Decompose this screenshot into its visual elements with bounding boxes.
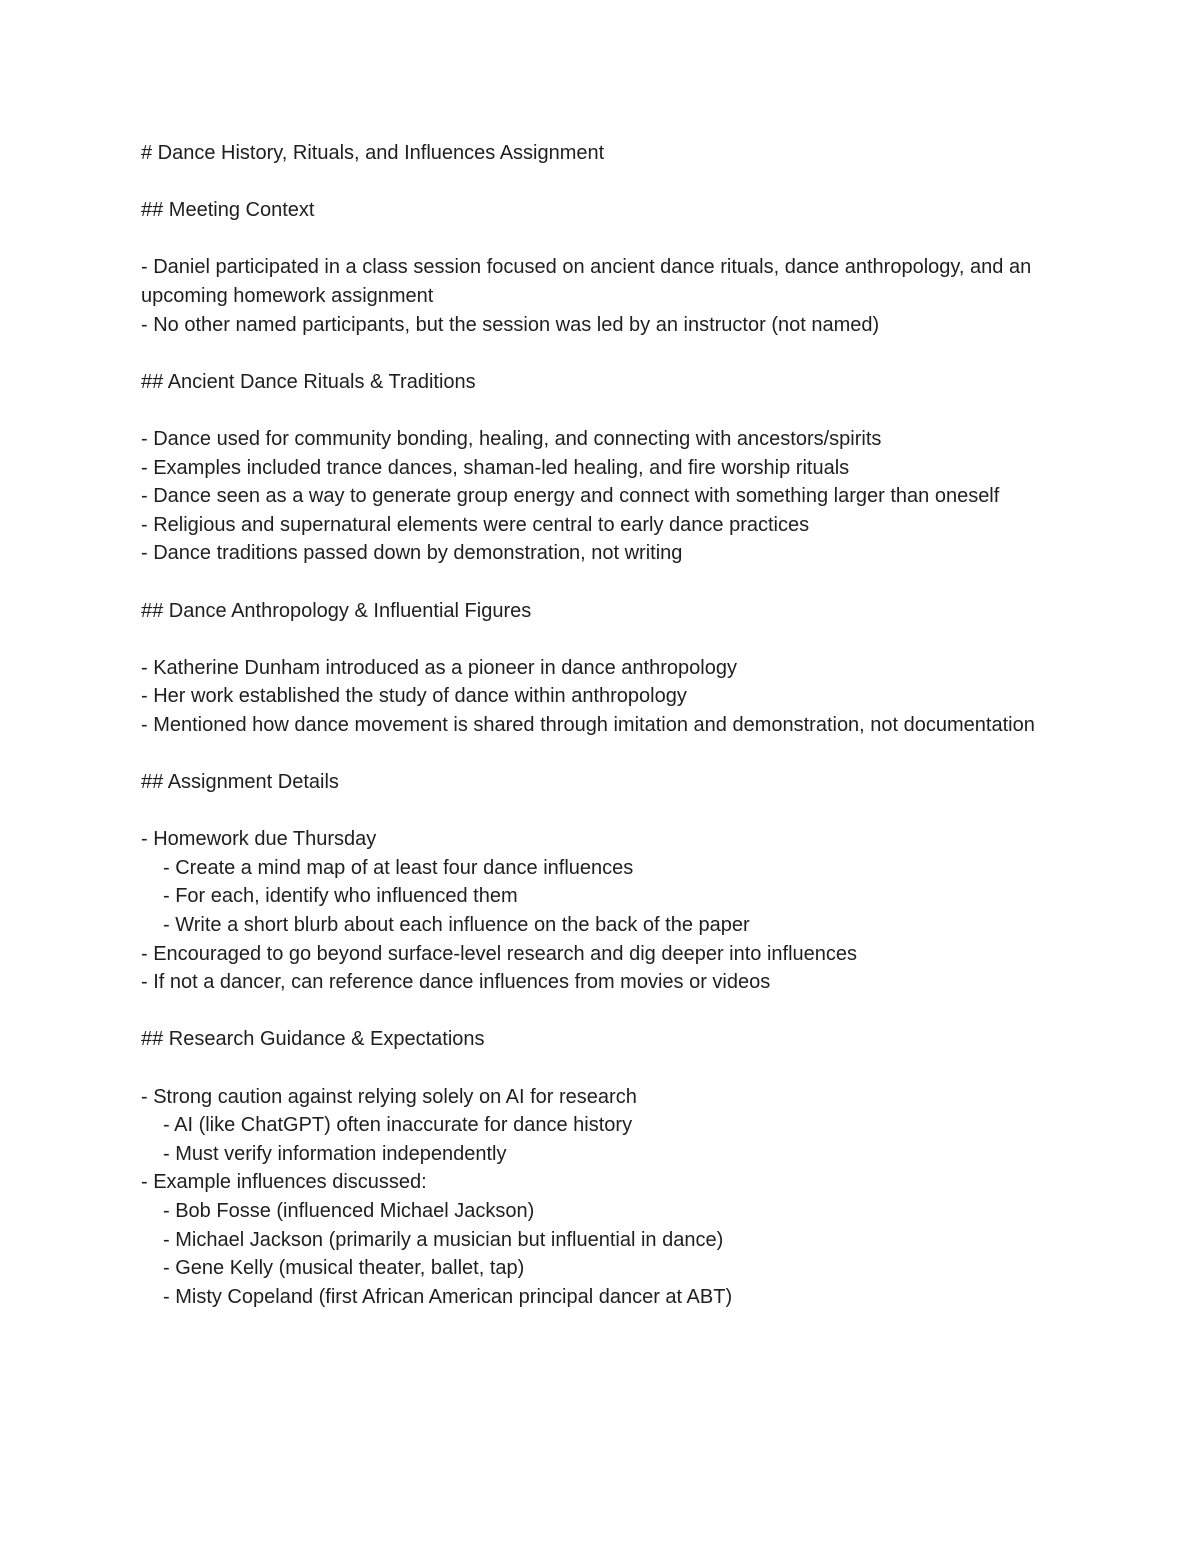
list-subitem: - AI (like ChatGPT) often inaccurate for dance history (163, 1114, 633, 1137)
list-item: - No other named participants, but the session was led by an instructor (not named) (141, 313, 880, 336)
spacer (141, 225, 1041, 254)
list-item: - If not a dancer, can reference dance influences from movies or videos (141, 971, 771, 994)
list-item: - Religious and supernatural elements were central to early dance practices (141, 513, 810, 536)
list-subitem: - Bob Fosse (influenced Michael Jackson) (163, 1199, 535, 1222)
list-item: - Daniel participated in a class session focused on ancient dance rituals, dance anthropology, and an upcoming homework assignment (141, 256, 1032, 307)
list-subitem: - Must verify information independently (163, 1142, 507, 1165)
list-subitem: - For each, identify who influenced them (163, 885, 518, 908)
list-item: - Examples included trance dances, shaman-led healing, and fire worship rituals (141, 456, 850, 479)
spacer (141, 568, 1041, 597)
spacer (141, 396, 1041, 425)
spacer (141, 1054, 1041, 1083)
list-item: - Her work established the study of dance within anthropology (141, 685, 687, 708)
list-item: - Example influences discussed: (141, 1171, 427, 1194)
spacer (141, 797, 1041, 826)
list-subitem: - Misty Copeland (first African American principal dancer at ABT) (163, 1285, 733, 1308)
list-item: - Katherine Dunham introduced as a pioneer in dance anthropology (141, 656, 737, 679)
spacer (141, 339, 1041, 368)
list-item: - Mentioned how dance movement is shared through imitation and demonstration, not documentation (141, 713, 1035, 736)
document-body (141, 139, 1041, 1311)
list-subitem: - Create a mind map of at least four dance influences (163, 856, 634, 879)
spacer (141, 739, 1041, 768)
list-item: - Dance traditions passed down by demonstration, not writing (141, 542, 683, 565)
spacer (141, 625, 1041, 654)
section-heading-research-guidance: ## Research Guidance & Expectations (141, 1028, 485, 1051)
document-title: # Dance History, Rituals, and Influences Assignment (141, 142, 605, 164)
spacer (141, 168, 1041, 197)
list-subitem: - Michael Jackson (primarily a musician but influential in dance) (163, 1228, 724, 1251)
section-heading-assignment-details: ## Assignment Details (141, 771, 339, 794)
list-item: - Homework due Thursday (141, 828, 377, 851)
section-heading-dance-anthropology: ## Dance Anthropology & Influential Figures (141, 599, 532, 622)
list-item: - Dance seen as a way to generate group energy and connect with something larger than oneself (141, 485, 1000, 508)
list-item: - Strong caution against relying solely on AI for research (141, 1085, 637, 1108)
section-heading-meeting-context: ## Meeting Context (141, 199, 315, 222)
section-heading-ancient-rituals: ## Ancient Dance Rituals & Traditions (141, 370, 476, 393)
list-subitem: - Write a short blurb about each influence on the back of the paper (163, 914, 750, 937)
list-item: - Encouraged to go beyond surface-level research and dig deeper into influences (141, 942, 858, 965)
list-subitem: - Gene Kelly (musical theater, ballet, tap) (163, 1257, 525, 1280)
list-item: - Dance used for community bonding, healing, and connecting with ancestors/spirits (141, 427, 882, 450)
spacer (141, 997, 1041, 1026)
